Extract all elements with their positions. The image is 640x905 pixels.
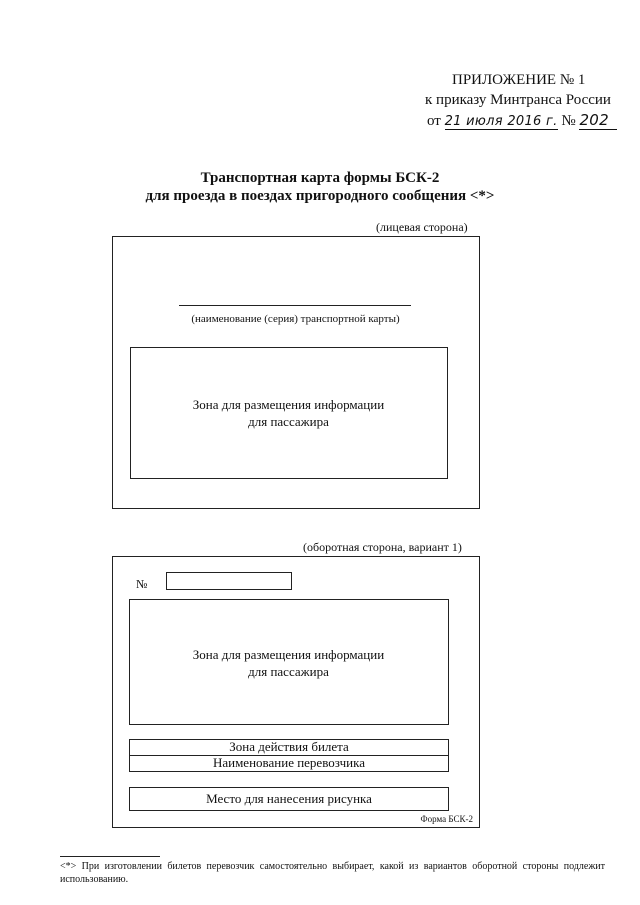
front-side-label: (лицевая сторона) — [376, 220, 468, 234]
carrier-name-zone: Наименование перевозчика — [129, 755, 449, 772]
validity-zone: Зона действия билета — [129, 739, 449, 756]
number-label: № — [561, 113, 576, 129]
name-caption: (наименование (серия) транспортной карты) — [191, 313, 400, 325]
back-info-zone-line2: для пассажира — [248, 664, 329, 679]
appendix-heading: ПРИЛОЖЕНИЕ № 1 — [452, 72, 586, 88]
date-prefix: от — [427, 113, 441, 129]
name-underline — [179, 305, 411, 306]
handwritten-number: 202 — [579, 111, 617, 130]
footnote-text: <*> При изготовлении билетов перевозчик самостоятельно выбирает, какой из вариантов оборотной стороны подлежит использованию. — [60, 861, 605, 885]
back-number-field — [166, 572, 292, 590]
form-label: Форма БСК-2 — [420, 814, 473, 824]
document-title-line2: для проезда в поездах пригородного сообщения <*> — [145, 188, 495, 204]
back-number-label: № — [136, 577, 148, 591]
back-info-zone-line1: Зона для размещения информации — [192, 647, 385, 662]
front-info-zone — [130, 347, 448, 479]
back-side-card — [112, 556, 480, 828]
back-info-zone — [129, 599, 449, 725]
document-title-line1: Транспортная карта формы БСК-2 — [200, 170, 440, 186]
handwritten-date: 21 июля 2016 г. — [444, 114, 558, 129]
front-side-card — [112, 236, 480, 509]
back-side-label: (оборотная сторона, вариант 1) — [303, 540, 462, 554]
front-info-zone-line2: для пассажира — [248, 414, 329, 429]
order-date-line — [427, 111, 617, 130]
footnote-separator — [60, 856, 160, 857]
order-reference: к приказу Минтранса России — [425, 92, 611, 108]
front-info-zone-line1: Зона для размещения информации — [192, 397, 385, 412]
drawing-area: Место для нанесения рисунка — [129, 787, 449, 811]
